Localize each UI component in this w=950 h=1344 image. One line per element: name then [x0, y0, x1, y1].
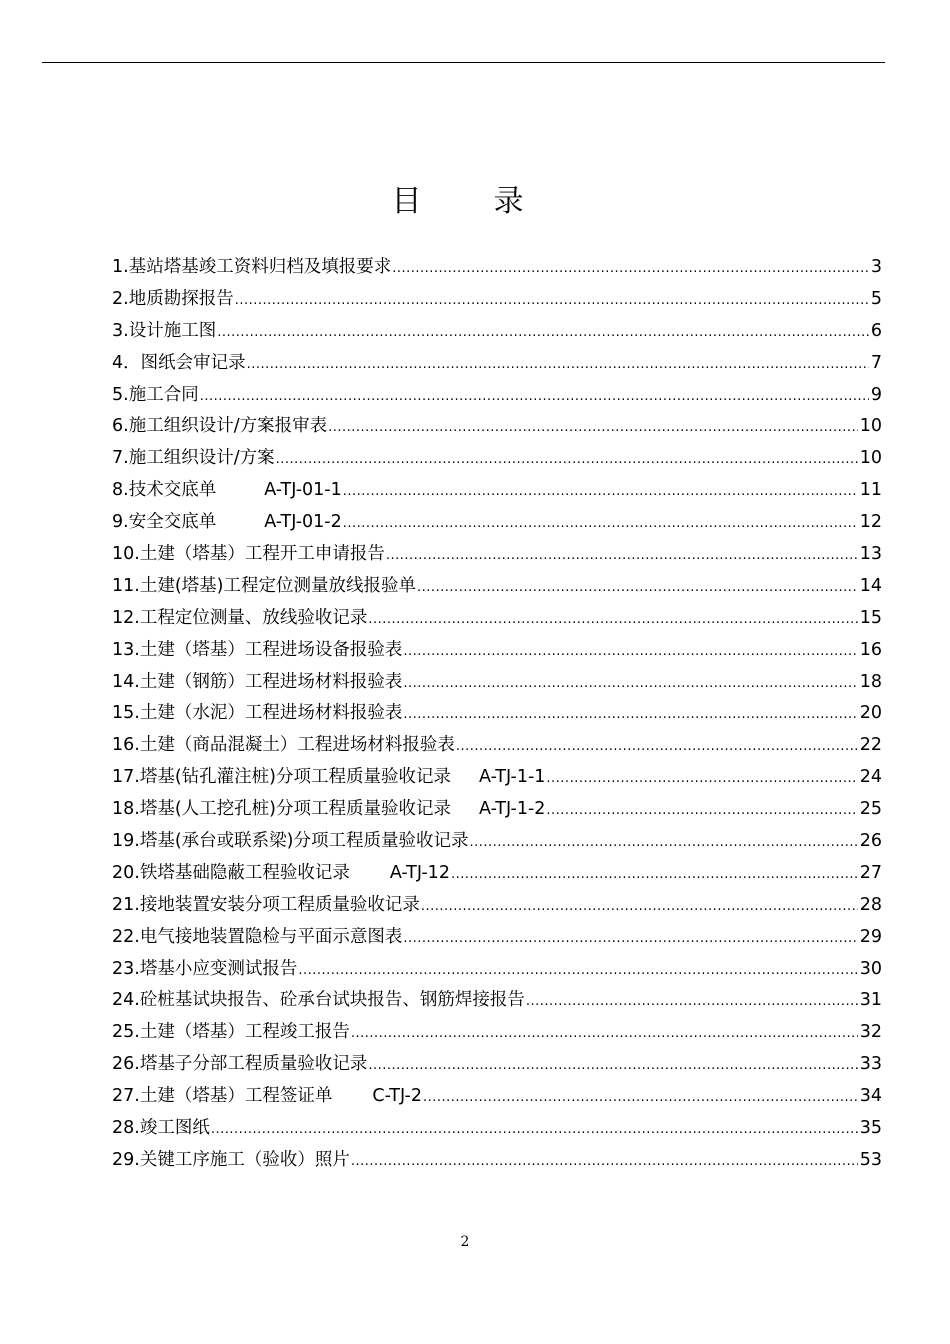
page-title [0, 176, 915, 220]
toc-entry-page: 9 [870, 384, 882, 405]
toc-entry-title: 16.土建（商品混凝土）工程进场材料报验表 [112, 735, 455, 756]
toc-entry[interactable] [112, 1017, 882, 1049]
toc-entry[interactable] [112, 1145, 882, 1177]
toc-entry[interactable] [112, 411, 882, 443]
dot-leader [469, 826, 857, 859]
dot-leader [386, 539, 858, 572]
toc-entry-code: A-TJ-1-1 [478, 767, 546, 788]
toc-entry-page: 13 [859, 544, 882, 565]
toc-entry[interactable] [112, 1049, 882, 1081]
toc-entry-page: 34 [859, 1086, 882, 1107]
table-of-contents [112, 252, 882, 1177]
toc-entry-page: 31 [859, 990, 882, 1011]
dot-leader [351, 1145, 858, 1178]
toc-entry-page: 22 [859, 735, 882, 756]
dot-leader [403, 635, 857, 668]
toc-entry-page: 53 [859, 1149, 882, 1170]
title-char-right: 录 [493, 184, 524, 219]
dot-leader [298, 954, 857, 987]
dot-leader [403, 698, 857, 731]
toc-entry-page: 16 [859, 639, 882, 660]
toc-entry-page: 10 [859, 448, 882, 469]
toc-entry-title: 24.砼桩基试块报告、砼承台试块报告、钢筋焊接报告 [112, 990, 525, 1011]
toc-entry-title: 3.设计施工图 [112, 320, 217, 341]
toc-entry-title: 19.塔基(承台或联系梁)分项工程质量验收记录 [112, 831, 469, 852]
toc-entry[interactable] [112, 698, 882, 730]
toc-entry[interactable] [112, 954, 882, 986]
toc-entry-page: 27 [859, 862, 882, 883]
toc-entry-page: 20 [859, 703, 882, 724]
toc-entry-page: 33 [859, 1054, 882, 1075]
toc-entry-page: 11 [859, 480, 882, 501]
toc-entry-title: 4．图纸会审记录 [112, 352, 246, 373]
toc-entry-page: 6 [870, 320, 882, 341]
toc-entry-title: 14.土建（钢筋）工程进场材料报验表 [112, 671, 403, 692]
title-char-left: 目 [391, 184, 422, 219]
toc-entry-page: 12 [859, 512, 882, 533]
toc-entry-title: 18.塔基(人工挖孔桩)分项工程质量验收记录 [112, 799, 451, 820]
dot-leader [276, 443, 858, 476]
toc-entry[interactable] [112, 284, 882, 316]
toc-entry-title: 17.塔基(钻孔灌注桩)分项工程质量验收记录 [112, 767, 451, 788]
toc-entry-page: 24 [859, 767, 882, 788]
toc-entry[interactable] [112, 539, 882, 571]
toc-entry-title: 28.竣工图纸 [112, 1118, 210, 1139]
dot-leader [392, 252, 869, 285]
toc-entry-title: 25.土建（塔基）工程竣工报告 [112, 1022, 350, 1043]
toc-entry-title: 2.地质勘探报告 [112, 288, 234, 309]
toc-entry[interactable] [112, 475, 882, 507]
toc-entry[interactable] [112, 635, 882, 667]
toc-entry[interactable] [112, 858, 882, 890]
toc-entry[interactable] [112, 252, 882, 284]
toc-entry[interactable] [112, 985, 882, 1017]
toc-entry-page: 26 [859, 831, 882, 852]
toc-entry-title: 6.施工组织设计/方案报审表 [112, 416, 328, 437]
toc-entry-page: 10 [859, 416, 882, 437]
toc-entry-code: A-TJ-01-2 [264, 512, 342, 533]
toc-entry[interactable] [112, 667, 882, 699]
toc-entry[interactable] [112, 730, 882, 762]
page-number: 2 [460, 1234, 470, 1250]
toc-entry[interactable] [112, 922, 882, 954]
dot-leader [351, 1017, 858, 1050]
toc-entry[interactable] [112, 762, 882, 794]
toc-entry[interactable] [112, 316, 882, 348]
dot-leader [546, 762, 857, 795]
toc-entry[interactable] [112, 507, 882, 539]
toc-entry-page: 5 [870, 288, 882, 309]
toc-entry-title: 1.基站塔基竣工资料归档及填报要求 [112, 257, 392, 277]
toc-entry-page: 14 [859, 575, 882, 596]
toc-entry[interactable] [112, 380, 882, 412]
dot-leader [247, 348, 869, 381]
dot-leader [217, 316, 869, 349]
toc-entry-title: 11.土建(塔基)工程定位测量放线报验单 [112, 575, 416, 596]
toc-entry-page: 3 [870, 257, 882, 277]
toc-entry-title: 9.安全交底单 [112, 512, 217, 533]
dot-leader [235, 284, 869, 317]
dot-leader [403, 667, 857, 700]
toc-entry-title: 8.技术交底单 [112, 480, 217, 501]
toc-entry-title: 22.电气接地装置隐检与平面示意图表 [112, 926, 403, 947]
toc-entry[interactable] [112, 348, 882, 380]
dot-leader [546, 794, 857, 827]
toc-entry-code: A-TJ-01-1 [264, 480, 342, 501]
toc-entry-code: A-TJ-1-2 [478, 799, 546, 820]
toc-entry-page: 7 [870, 352, 882, 373]
dot-leader [417, 571, 858, 604]
dot-leader [200, 380, 869, 413]
toc-entry-page: 30 [859, 958, 882, 979]
toc-entry-code: C-TJ-2 [372, 1086, 422, 1107]
toc-entry-title: 15.土建（水泥）工程进场材料报验表 [112, 703, 403, 724]
toc-entry-title: 12.工程定位测量、放线验收记录 [112, 607, 368, 628]
toc-entry[interactable] [112, 443, 882, 475]
toc-entry-page: 25 [859, 799, 882, 820]
toc-entry[interactable] [112, 603, 882, 635]
toc-entry-title: 29.关键工序施工（验收）照片 [112, 1149, 350, 1170]
dot-leader [343, 475, 858, 508]
toc-entry-page: 28 [859, 894, 882, 915]
toc-entry-title: 26.塔基子分部工程质量验收记录 [112, 1054, 368, 1075]
dot-leader [526, 985, 858, 1018]
dot-leader [421, 890, 858, 923]
dot-leader [368, 1049, 857, 1082]
toc-entry-title: 21.接地装置安装分项工程质量验收记录 [112, 894, 420, 915]
toc-entry[interactable] [112, 794, 882, 826]
toc-entry-page: 18 [859, 671, 882, 692]
toc-entry[interactable] [112, 1113, 882, 1145]
toc-entry[interactable] [112, 826, 882, 858]
toc-entry-title: 5.施工合同 [112, 384, 199, 405]
toc-entry[interactable] [112, 890, 882, 922]
toc-entry-page: 32 [859, 1022, 882, 1043]
toc-entry[interactable] [112, 571, 882, 603]
toc-entry-page: 35 [859, 1118, 882, 1139]
dot-leader [368, 603, 857, 636]
toc-entry-page: 29 [859, 926, 882, 947]
dot-leader [456, 730, 858, 763]
toc-entry-title: 27.土建（塔基）工程签证单 [112, 1086, 333, 1107]
toc-entry-title: 20.铁塔基础隐蔽工程验收记录 [112, 862, 350, 883]
toc-entry-page: 15 [859, 607, 882, 628]
toc-entry-title: 10.土建（塔基）工程开工申请报告 [112, 544, 385, 565]
dot-leader [451, 858, 858, 891]
toc-entry-code: A-TJ-12 [389, 862, 450, 883]
dot-leader [328, 411, 858, 444]
dot-leader [423, 1081, 858, 1114]
header-rule [42, 62, 885, 63]
dot-leader [403, 922, 857, 955]
toc-entry-title: 23.塔基小应变测试报告 [112, 958, 298, 979]
dot-leader [343, 507, 858, 540]
toc-entry-title: 7.施工组织设计/方案 [112, 448, 275, 469]
toc-entry-title: 13.土建（塔基）工程进场设备报验表 [112, 639, 403, 660]
dot-leader [211, 1113, 858, 1146]
toc-entry[interactable] [112, 1081, 882, 1113]
